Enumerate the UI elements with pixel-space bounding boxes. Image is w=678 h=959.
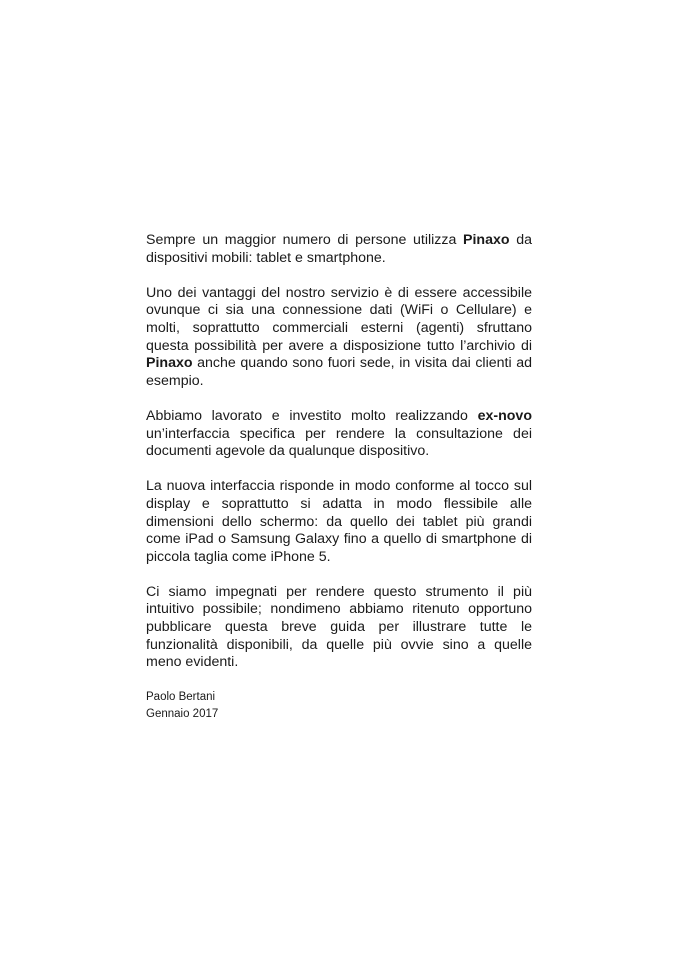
body-paragraph (146, 285, 532, 391)
paragraph-text: Sempre un maggior numero di persone utilizza (146, 232, 464, 248)
body-paragraph (146, 232, 532, 267)
paragraph-text: un’interfaccia specifica per rendere la consultazione dei documenti agevole da qualunque dispositivo. (146, 425, 532, 460)
signature-date: Gennaio 2017 (146, 708, 219, 721)
bold-term: Pinaxo (146, 355, 193, 372)
body-paragraph (146, 584, 532, 672)
bold-term: ex-novo (477, 407, 532, 424)
document-body (146, 232, 532, 723)
paragraph-text: Ci siamo impegnati per rendere questo strumento il più intuitivo possibile; nondimeno abbiamo ritenuto opportuno pubblicare questa breve guida per illustrare tutte le funzionalità disponibili, da quelle più ovvie sino a quelle meno evidenti. (146, 583, 532, 671)
signature-block (146, 689, 532, 723)
paragraph-text: Uno dei vantaggi del nostro servizio è di essere accessibile ovunque ci sia una connessione dati (WiFi o Cellulare) e molti, soprattutto commerciali esterni (agenti) sfruttano questa possibilità per avere a disposizione tutto l’archivio di (146, 284, 532, 354)
body-paragraph (146, 408, 532, 461)
bold-term: Pinaxo (463, 232, 510, 248)
paragraph-text: La nuova interfaccia risponde in modo conforme al tocco sul display e soprattutto si adatta in modo flessibile alle dimensioni dello schermo: da quello dei tablet più grandi come iPad o Samsung Galaxy fino a quello di smartphone di piccola taglia come iPhone 5. (146, 478, 532, 565)
signature-name: Paolo Bertani (146, 691, 216, 704)
paragraph-text: Abbiamo lavorato e investito molto realizzando (146, 407, 478, 424)
paragraph-list (146, 232, 532, 672)
paragraph-text: da dispositivi mobili: tablet e smartphone. (146, 232, 532, 266)
paragraph-text: anche quando sono fuori sede, in visita dai clienti ad esempio. (146, 355, 532, 389)
body-paragraph (146, 478, 532, 566)
